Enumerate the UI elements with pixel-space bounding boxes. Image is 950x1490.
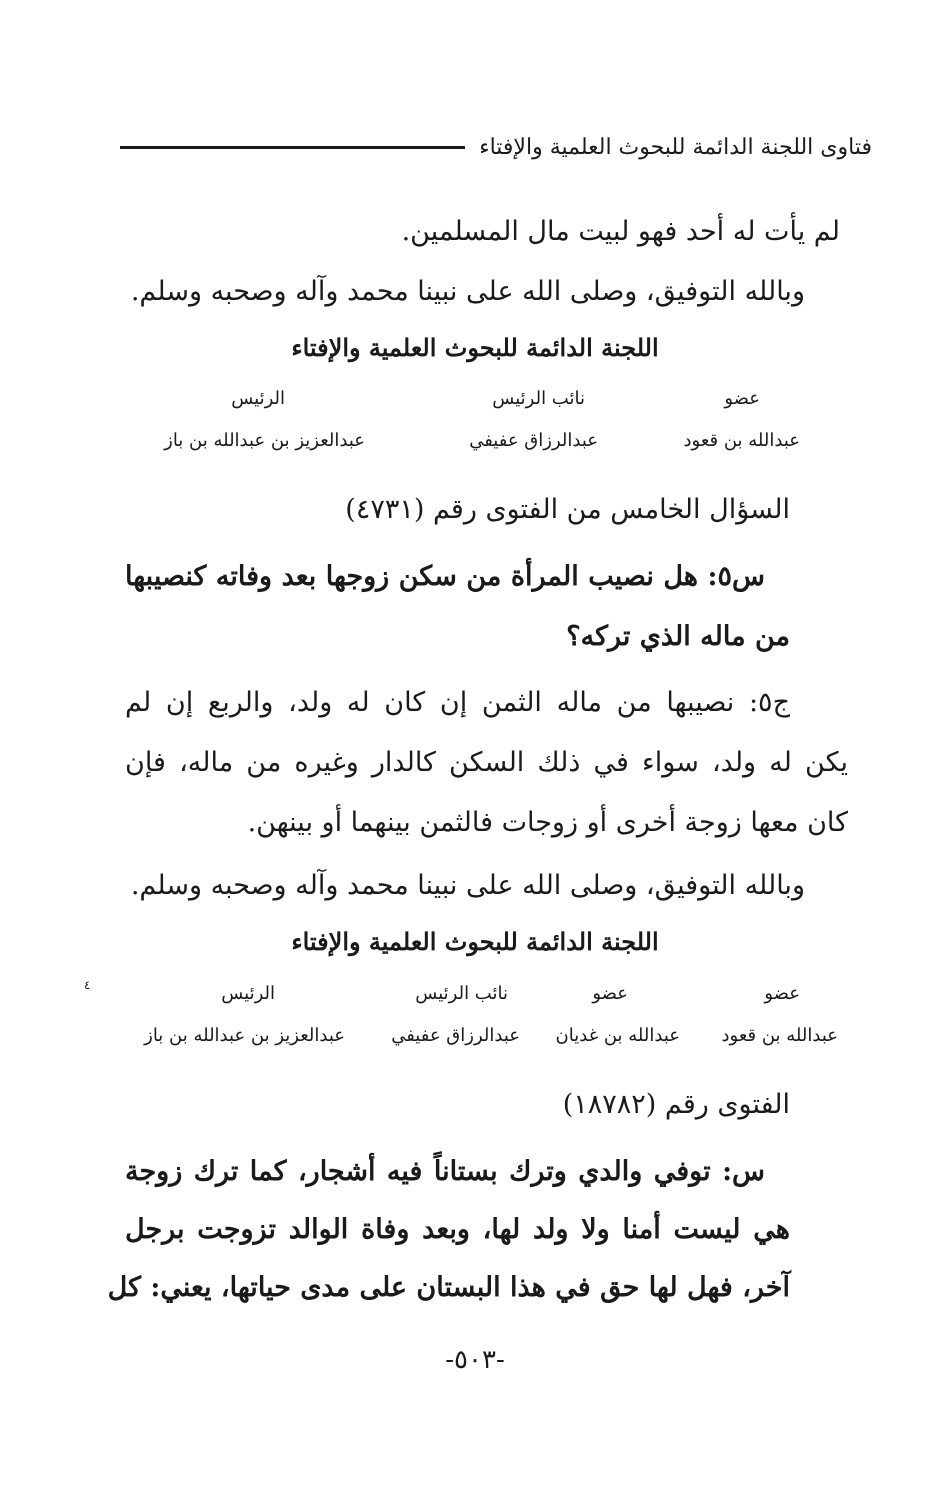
header-rule bbox=[120, 146, 465, 149]
question-2-line-3: آخر، فهل لها حق في هذا البستان على مدى حياتها، يعني: كل bbox=[107, 1272, 790, 1303]
sig2-name-president: عبدالعزيز بن عبدالله بن باز bbox=[144, 1025, 345, 1046]
running-header bbox=[120, 130, 872, 164]
sig2-name-member-2: عبدالله بن غديان bbox=[555, 1025, 680, 1046]
question-heading-1: السؤال الخامس من الفتوى رقم (٤٧٣١) bbox=[345, 494, 790, 525]
answer-1-line-1: ج٥: نصيبها من ماله الثمن إن كان له ولد، والربع إن لم bbox=[125, 687, 790, 718]
sig1-name-president: عبدالعزيز بن عبدالله بن باز bbox=[164, 430, 365, 451]
answer-1-line-2: يكن له ولد، سواء في ذلك السكن كالدار وغيره من ماله، فإن bbox=[125, 747, 848, 778]
sig1-role-member: عضو bbox=[724, 388, 760, 409]
page-number: -٥٠٣- bbox=[445, 1345, 505, 1375]
margin-mark: ٤ bbox=[84, 978, 91, 992]
sig1-name-vice-president: عبدالرزاق عفيفي bbox=[469, 430, 598, 451]
committee-name-2: اللجنة الدائمة للبحوث العلمية والإفتاء bbox=[291, 927, 659, 956]
sig1-role-vice-president: نائب الرئيس bbox=[492, 388, 585, 409]
sig1-name-member: عبدالله بن قعود bbox=[683, 430, 800, 451]
fatwa-heading-2: الفتوى رقم (١٨٧٨٢) bbox=[562, 1089, 790, 1120]
question-1-line-2: من ماله الذي تركه؟ bbox=[566, 621, 790, 652]
committee-name-1: اللجنة الدائمة للبحوث العلمية والإفتاء bbox=[291, 333, 659, 362]
running-header-title: فتاوى اللجنة الدائمة للبحوث العلمية والإفتاء bbox=[479, 134, 872, 160]
sig2-name-vice-president: عبدالرزاق عفيفي bbox=[391, 1025, 520, 1046]
sig2-role-president: الرئيس bbox=[221, 983, 275, 1004]
sig2-role-member-1: عضو bbox=[764, 983, 800, 1004]
sig2-name-member-1: عبدالله بن قعود bbox=[721, 1025, 838, 1046]
sig1-role-president: الرئيس bbox=[231, 388, 285, 409]
question-1-line-1: س٥: هل نصيب المرأة من سكن زوجها بعد وفاته كنصيبها bbox=[125, 561, 765, 592]
sig2-role-member-2: عضو bbox=[592, 983, 628, 1004]
question-2-line-1: س: توفي والدي وترك بستاناً فيه أشجار، كما ترك زوجة bbox=[125, 1156, 765, 1187]
sig2-role-vice-president: نائب الرئيس bbox=[415, 983, 508, 1004]
answer-1-line-3: كان معها زوجة أخرى أو زوجات فالثمن بينهما أو بينهن. bbox=[247, 807, 848, 838]
closing-line-2: وبالله التوفيق، وصلى الله على نبينا محمد وآله وصحبه وسلم. bbox=[130, 870, 805, 901]
question-2-line-2: هي ليست أمنا ولا ولد لها، وبعد وفاة الوالد تزوجت برجل bbox=[125, 1214, 790, 1245]
closing-line-1: وبالله التوفيق، وصلى الله على نبينا محمد وآله وصحبه وسلم. bbox=[130, 276, 805, 307]
text-line-1: لم يأت له أحد فهو لبيت مال المسلمين. bbox=[401, 216, 840, 247]
